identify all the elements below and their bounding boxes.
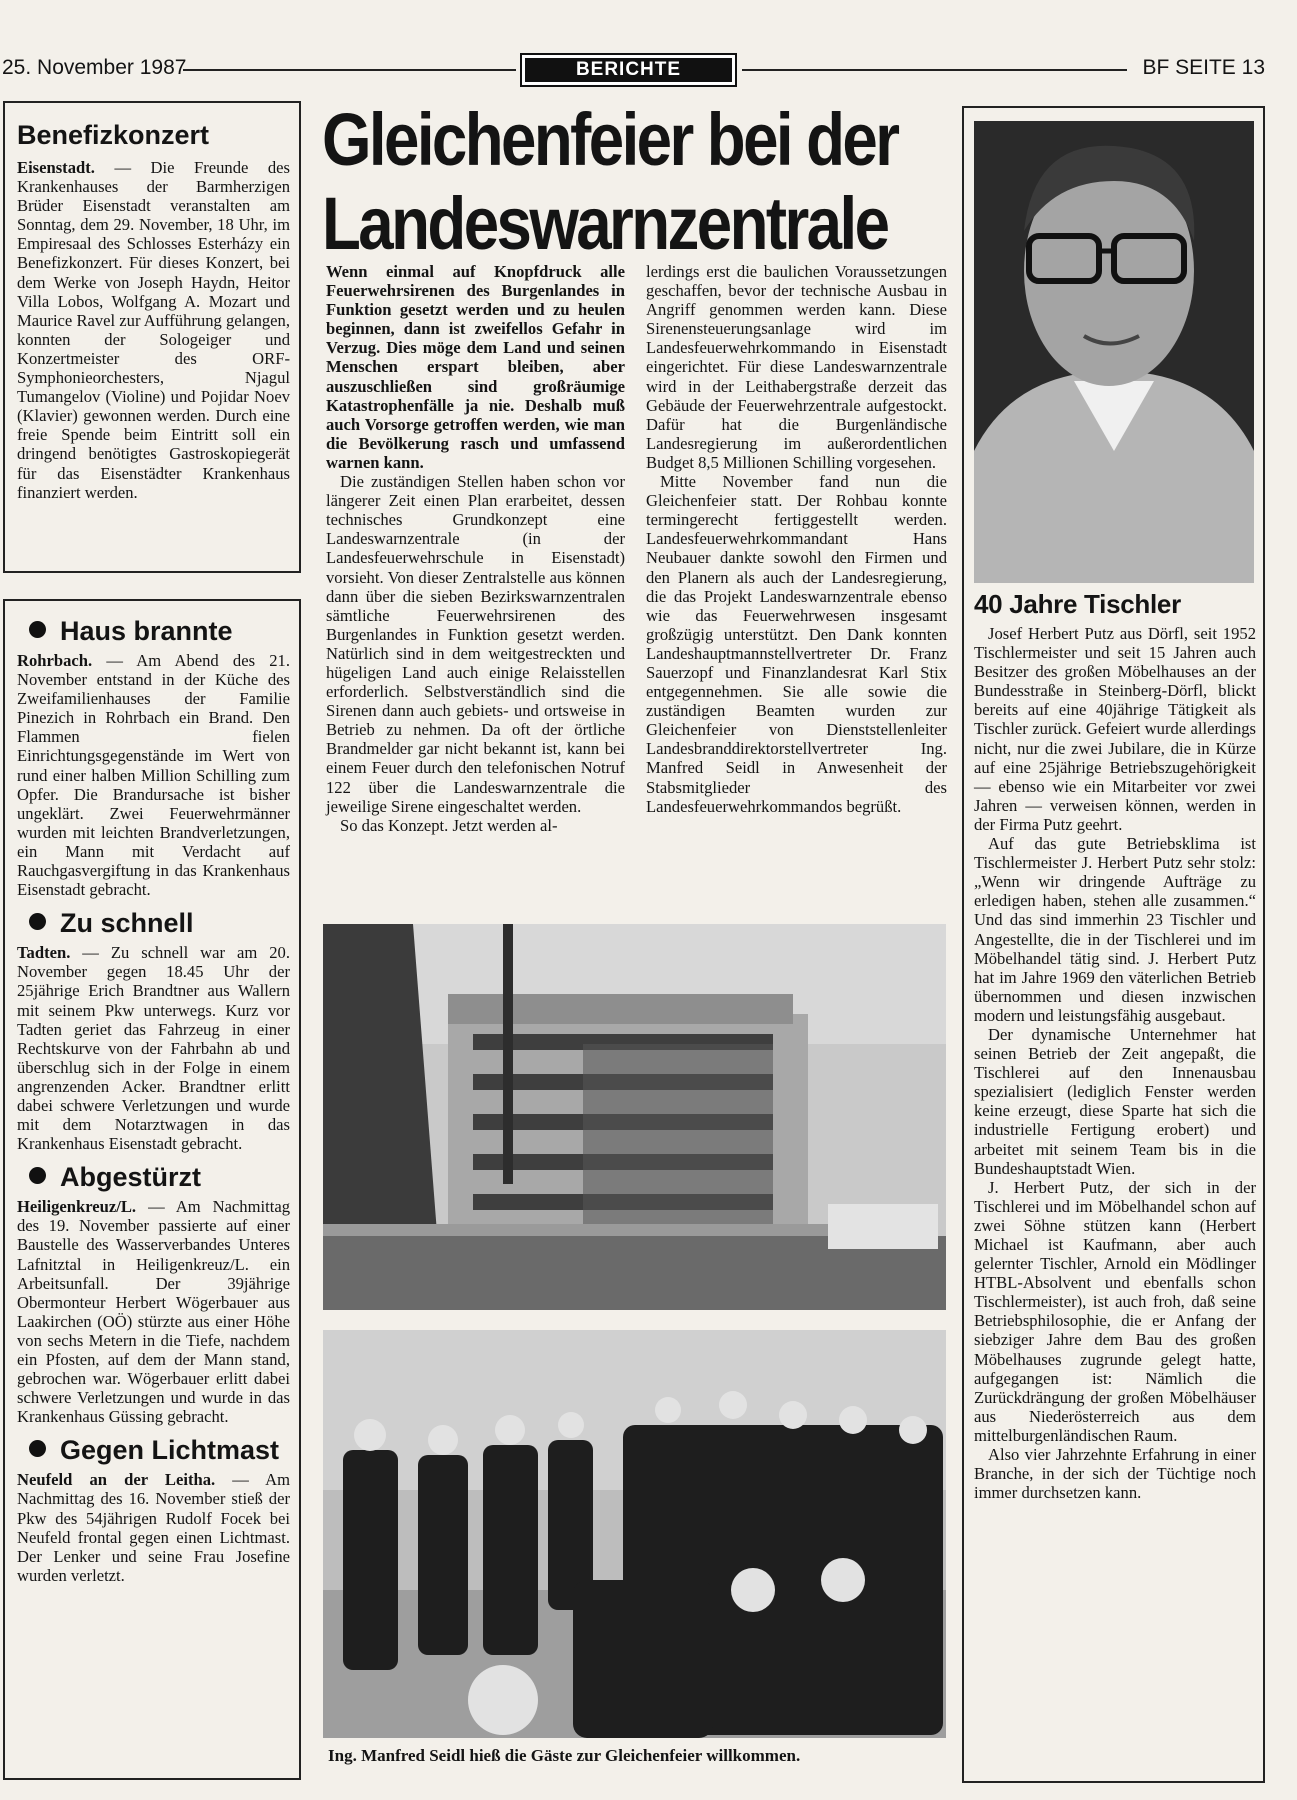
tischler-paragraph: Also vier Jahrzehnte Erfahrung in einer Branche, in der sich der Tüchtige noch immer durchsetzen kann. (974, 1445, 1256, 1503)
main-paragraph: lerdings erst die baulichen Voraussetzungen geschaffen, bevor der technische Ausbau in Angriff genommen werden kann. Diese Sirenensteuerungsanlage wird im Landesfeuerwehrkommando in Eisenstadt eingerichtet. Für diese Landeswarnzentrale wird in der Leithabergstraße derzeit das Gebäude der Feuerwehrzentrale aufgestockt. Dafür hat die Burgenländische Landesregierung im außerordentlichen Budget 8,5 Millionen Schilling vorgesehen. (646, 262, 947, 472)
bullet-icon (29, 1167, 46, 1184)
bullet-icon (29, 1440, 46, 1457)
issue-date: 25. November 1987 (2, 56, 187, 79)
main-paragraph: Die zuständigen Stellen haben schon vor längerer Zeit einen Plan erarbeitet, dessen technisches Grundkonzept eine Landeswarnzentrale (in der Landesfeuerwehrschule in Eisenstadt) vorsieht. Von dieser Zentralstelle aus können dann über die sieben Bezirkswarnzentralen sämtliche Feuerwehrsirenen des Burgenlandes in Funktion gesetzt werden. Natürlich sind in dem weitgestreckten und hügeligen Land auch einige Relaisstellen erforderlich. Selbstverständlich sind die Sirenen dann auch gebiets- und ortsweise in Betrieb zu nehmen. Da oft der örtliche Brandmelder gar nicht bekannt ist, kann bei einem Feuer durch den telefonischen Notruf 122 über die Landeswarnzentrale die jeweilige Sirene eingeschaltet werden. (326, 472, 625, 816)
photo-caption: Ing. Manfred Seidl hieß die Gäste zur Gleichenfeier willkommen. (328, 1746, 801, 1765)
bullet-icon (29, 621, 46, 638)
bullet-icon (29, 913, 46, 930)
news-body: — Am Nachmittag des 19. November passierte auf einer Baustelle des Wasserverbandes Unteres Lafnitztal in Heiligenkreuz/L. ein Arbeitsunfall. Der 39jährige Obermonteur Herbert Wögerbauer aus Laakirchen (OÖ) stürzte aus einer Höhe von sechs Metern in die Tiefe, nachdem ein Pfosten, auf dem der Mann stand, gebrochen war. Wögerbauer erlitt dabei schwere Verletzungen und wurde in das Krankenhaus Güssing gebracht. (17, 1197, 290, 1427)
news-text (17, 651, 290, 899)
building-photo (323, 924, 946, 1310)
tischler-paragraph: Der dynamische Unternehmer hat seinen Betrieb der Zeit angepaßt, die Tischlerei auf den Innenausbau spezialisiert (lediglich Fenster werden keine erzeugt, diese Sparte hat sich die industrielle Fertigung erobert) und arbeitet mit seinem Team bis in die Bundeshauptstadt Wien. (974, 1024, 1256, 1178)
news-title (29, 1161, 290, 1193)
news-title-text: Gegen Lichtmast (60, 1435, 280, 1466)
group-photo (323, 1330, 946, 1738)
news-title-text: Haus brannte (60, 616, 233, 646)
news-body: — Am Abend des 21. November entstand in der Küche des Zweifamilienhauses der Familie Pinezich in Rohrbach ein Brand. Den Flammen fielen Einrichtungsgegenstände im Wert von rund einer halben Million Schilling zum Opfer. Die Brandursache ist bisher ungeklärt. Zwei Feuerwehrmänner wurden mit leichten Brandverletzungen, ein Mann mit Verdacht auf Rauchgasvergiftung in das Krankenhaus Eisenstadt gebracht. (17, 651, 290, 900)
news-body: — Zu schnell war am 20. November gegen 18.45 Uhr der 25jährige Erich Brandtner aus Wallern mit seinem Pkw unterwegs. Kurz vor Tadten geriet das Fahrzeug in einer Rechtskurve von der Fahrbahn ab und überschlug sich in der Folge in einem angrenzenden Acker. Brandtner erlitt dabei schwere Verletzungen und wurde mit dem Notarztwagen in das Krankenhaus Eisenstadt gebracht. (17, 943, 290, 1154)
news-place: Tadten. (17, 943, 71, 963)
news-title (29, 1434, 290, 1466)
news-title (29, 615, 290, 647)
news-place: Heiligenkreuz/L. (17, 1197, 137, 1217)
news-text (17, 1470, 290, 1585)
building-photo-image (323, 924, 946, 1310)
portrait-photo (974, 121, 1254, 583)
section-label (520, 53, 737, 87)
news-title-text: Zu schnell (60, 908, 194, 939)
main-column-1 (326, 262, 625, 835)
news-body: — Am Nachmittag des 16. November stieß der Pkw des 54jährigen Rudolf Focek bei Neufeld frontal gegen einen Lichtmast. Der Lenker und seine Frau Josefine wurden verletzt. (17, 1470, 291, 1585)
news-item (17, 907, 290, 1153)
benefiz-place: Eisenstadt. (17, 158, 95, 177)
news-text (17, 943, 290, 1153)
news-place: Neufeld an der Leitha. (17, 1470, 216, 1490)
main-paragraph: So das Konzept. Jetzt werden al- (340, 815, 558, 835)
benefiz-article (3, 101, 301, 573)
page-number: BF SEITE 13 (1142, 56, 1265, 79)
main-headline (322, 98, 898, 266)
main-lead: Wenn einmal auf Knopfdruck alle Feuerwehrsirenen des Burgenlandes in Funktion gesetzt werden und zu heulen beginnen, dann ist zweifellos Gefahr in Verzug. Dies möge dem Land und seinen Menschen erspart bleiben, aber auszuschließen sind großräumige Katastrophenfälle ja nie. Deshalb muß auch Vorsorge getroffen werden, wie man die Bevölkerung rasch und umfassend warnen kann. (326, 262, 625, 472)
news-text (17, 1197, 290, 1426)
section-label-text: BERICHTE (525, 58, 732, 82)
benefiz-title: Benefizkonzert (17, 120, 210, 150)
tischler-title: 40 Jahre Tischler (974, 589, 1181, 619)
header-rule-right (742, 69, 1127, 71)
portrait-image (974, 121, 1254, 583)
benefiz-body: — Die Freunde des Krankenhauses der Barmherzigen Brüder Eisenstadt veranstalten am Sonntag, dem 29. November, 18 Uhr, im Empiresaal des Schlosses Esterházy ein Benefizkonzert. Für dieses Konzert, bei dem Werke von Joseph Haydn, Heitor Villa Lobos, Wolfgang A. Mozart und Maurice Ravel zur Aufführung gelangen, konnten der Sologeiger und Konzertmeister des ORF-Symphonieorchesters, Njagul Tumangelov (Violine) und Pojidar Noev (Klavier) gewonnen werden. Durch eine freie Spende beim Eintritt soll ein dringend benötigtes Gastroskopiegerät für das Eisenstädter Krankenhaus finanziert werden. (17, 158, 290, 502)
tischler-paragraph: Auf das gute Betriebsklima ist Tischlermeister J. Herbert Putz sehr stolz: „Wenn wir dringende Aufträge zu erledigen haben, stehen alle zusammen.“ Und das sind immerhin 23 Tischler und Angestellte, die in der Tischlerei und im Möbelhandel tätig sind. J. Herbert Putz hat im Jahre 1969 den väterlichen Betrieb übernommen und diesen inzwischen modern und leistungsfähig ausgebaut. (974, 834, 1256, 1025)
group-photo-image (323, 1330, 946, 1738)
main-column-2 (646, 262, 947, 816)
headline-line-1: Gleichenfeier bei der (322, 98, 898, 181)
news-place: Rohrbach. (17, 651, 93, 670)
tischler-paragraph: Josef Herbert Putz aus Dörfl, seit 1952 Tischlermeister und seit 15 Jahren auch Besitzer des großen Möbelhauses an der Bundesstraße in Steinberg-Dörfl, blickt bereits auf eine 40jährige Tätigkeit als Tischler zurück. Gefeiert wurde allerdings nicht, nur die zwei Jubilare, die in Kürze auf eine 25jährige Betriebszugehörigkeit — ebenso wie ein Mitarbeiter vor zwei Jahren — verweisen können, werden in der Firma Putz geehrt. (974, 624, 1256, 834)
benefiz-text (17, 158, 290, 502)
news-title (29, 907, 290, 939)
main-paragraph: Mitte November fand nun die Gleichenfeier statt. Der Rohbau konnte termingerecht fertiggestellt werden. Landesfeuerwehrkommandant Hans Neubauer dankte sowohl den Firmen und den Planern als auch der Landesregierung, die das Projekt Landeswarnzentrale ebenso wie das Feuerwehrwesen insgesamt großzügig unterstützt. Den Dank konnten Landeshauptmannstellvertreter Dr. Franz Sauerzopf und Finanzlandesrat Karl Stix entgegennehmen. Sie alle sowie die zuständigen Beamten wurden zur Gleichenfeier von Dienststellenleiter Landesbranddirektorstellvertreter Ing. Manfred Seidl in Anwesenheit der Stabsmitglieder des Landesfeuerwehrkommandos begrüßt. (646, 472, 947, 816)
news-title-text: Abgestürzt (60, 1162, 201, 1193)
header-rule-left (183, 69, 516, 71)
news-item (17, 615, 290, 899)
news-item (17, 1434, 290, 1585)
news-item (17, 1161, 290, 1426)
tischler-article (974, 588, 1256, 1502)
headline-line-2: Landeswarnzentrale (322, 182, 888, 265)
news-box (3, 599, 301, 1780)
tischler-paragraph: J. Herbert Putz, der sich in der Tischlerei und im Möbelhandel schon auf zwei Söhne stützen kann (Herbert Michael ist Kaufmann, aber auch gelernter Tischler, Arnold ein Mödlinger HTBL-Absolvent und ebenfalls schon Tischlermeister), ist auch froh, daß seine Betriebsphilosophie, die er Anfang der siebziger Jahre dem Bau des großen Möbelhauses zugrunde gelegt hatte, aufgegangen ist: Nämlich die Zurückdrängung der großen Möbelhäuser aus Niederösterreich aus dem mittelburgenländischen Raum. (974, 1177, 1256, 1445)
